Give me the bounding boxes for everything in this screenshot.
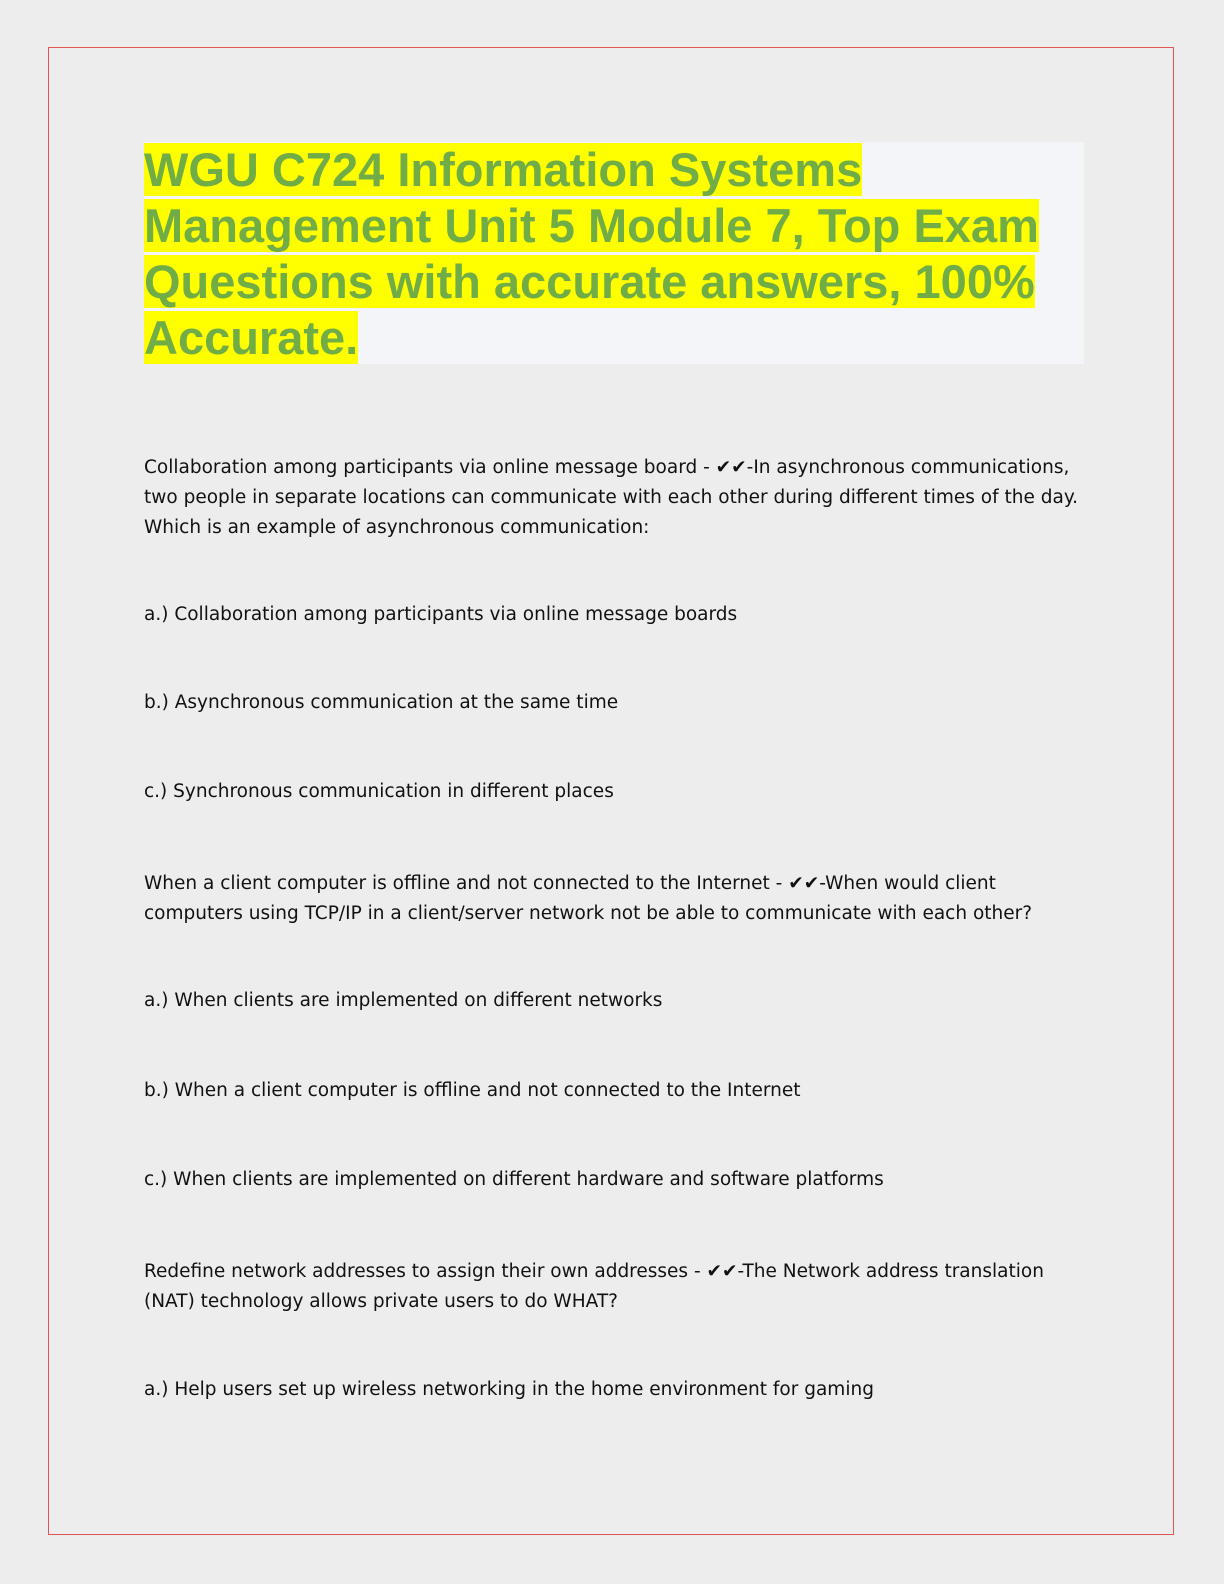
question-2-option-a: a.) When clients are implemented on different networks — [144, 990, 663, 1011]
question-1-option-b: b.) Asynchronous communication at the same time — [144, 692, 619, 713]
question-2-option-c: c.) When clients are implemented on different hardware and software platforms — [144, 1169, 884, 1190]
document-title-text: WGU C724 Information Systems Management Unit 5 Module 7, Top Exam Questions with accurate answers, 100% Accurate. — [144, 143, 1039, 364]
question-3: Redefine network addresses to assign their own addresses - ✔✔-The Network address translation (NAT) technology allows private users to do WHAT? — [144, 1261, 1044, 1312]
document-title — [144, 142, 1074, 366]
question-1: Collaboration among participants via online message board - ✔✔-In asynchronous communications, two people in separate locations can communicate with each other during different times of the day. Which is an example of asynchronous communication: — [144, 457, 1079, 538]
question-1-option-a: a.) Collaboration among participants via online message boards — [144, 604, 738, 625]
question-2-option-b: b.) When a client computer is offline and not connected to the Internet — [144, 1080, 801, 1101]
question-3-option-a: a.) Help users set up wireless networking in the home environment for gaming — [144, 1379, 874, 1400]
question-1-option-c: c.) Synchronous communication in different places — [144, 781, 614, 802]
question-2: When a client computer is offline and not connected to the Internet - ✔✔-When would client computers using TCP/IP in a client/server network not be able to communicate with each other? — [144, 873, 1033, 924]
